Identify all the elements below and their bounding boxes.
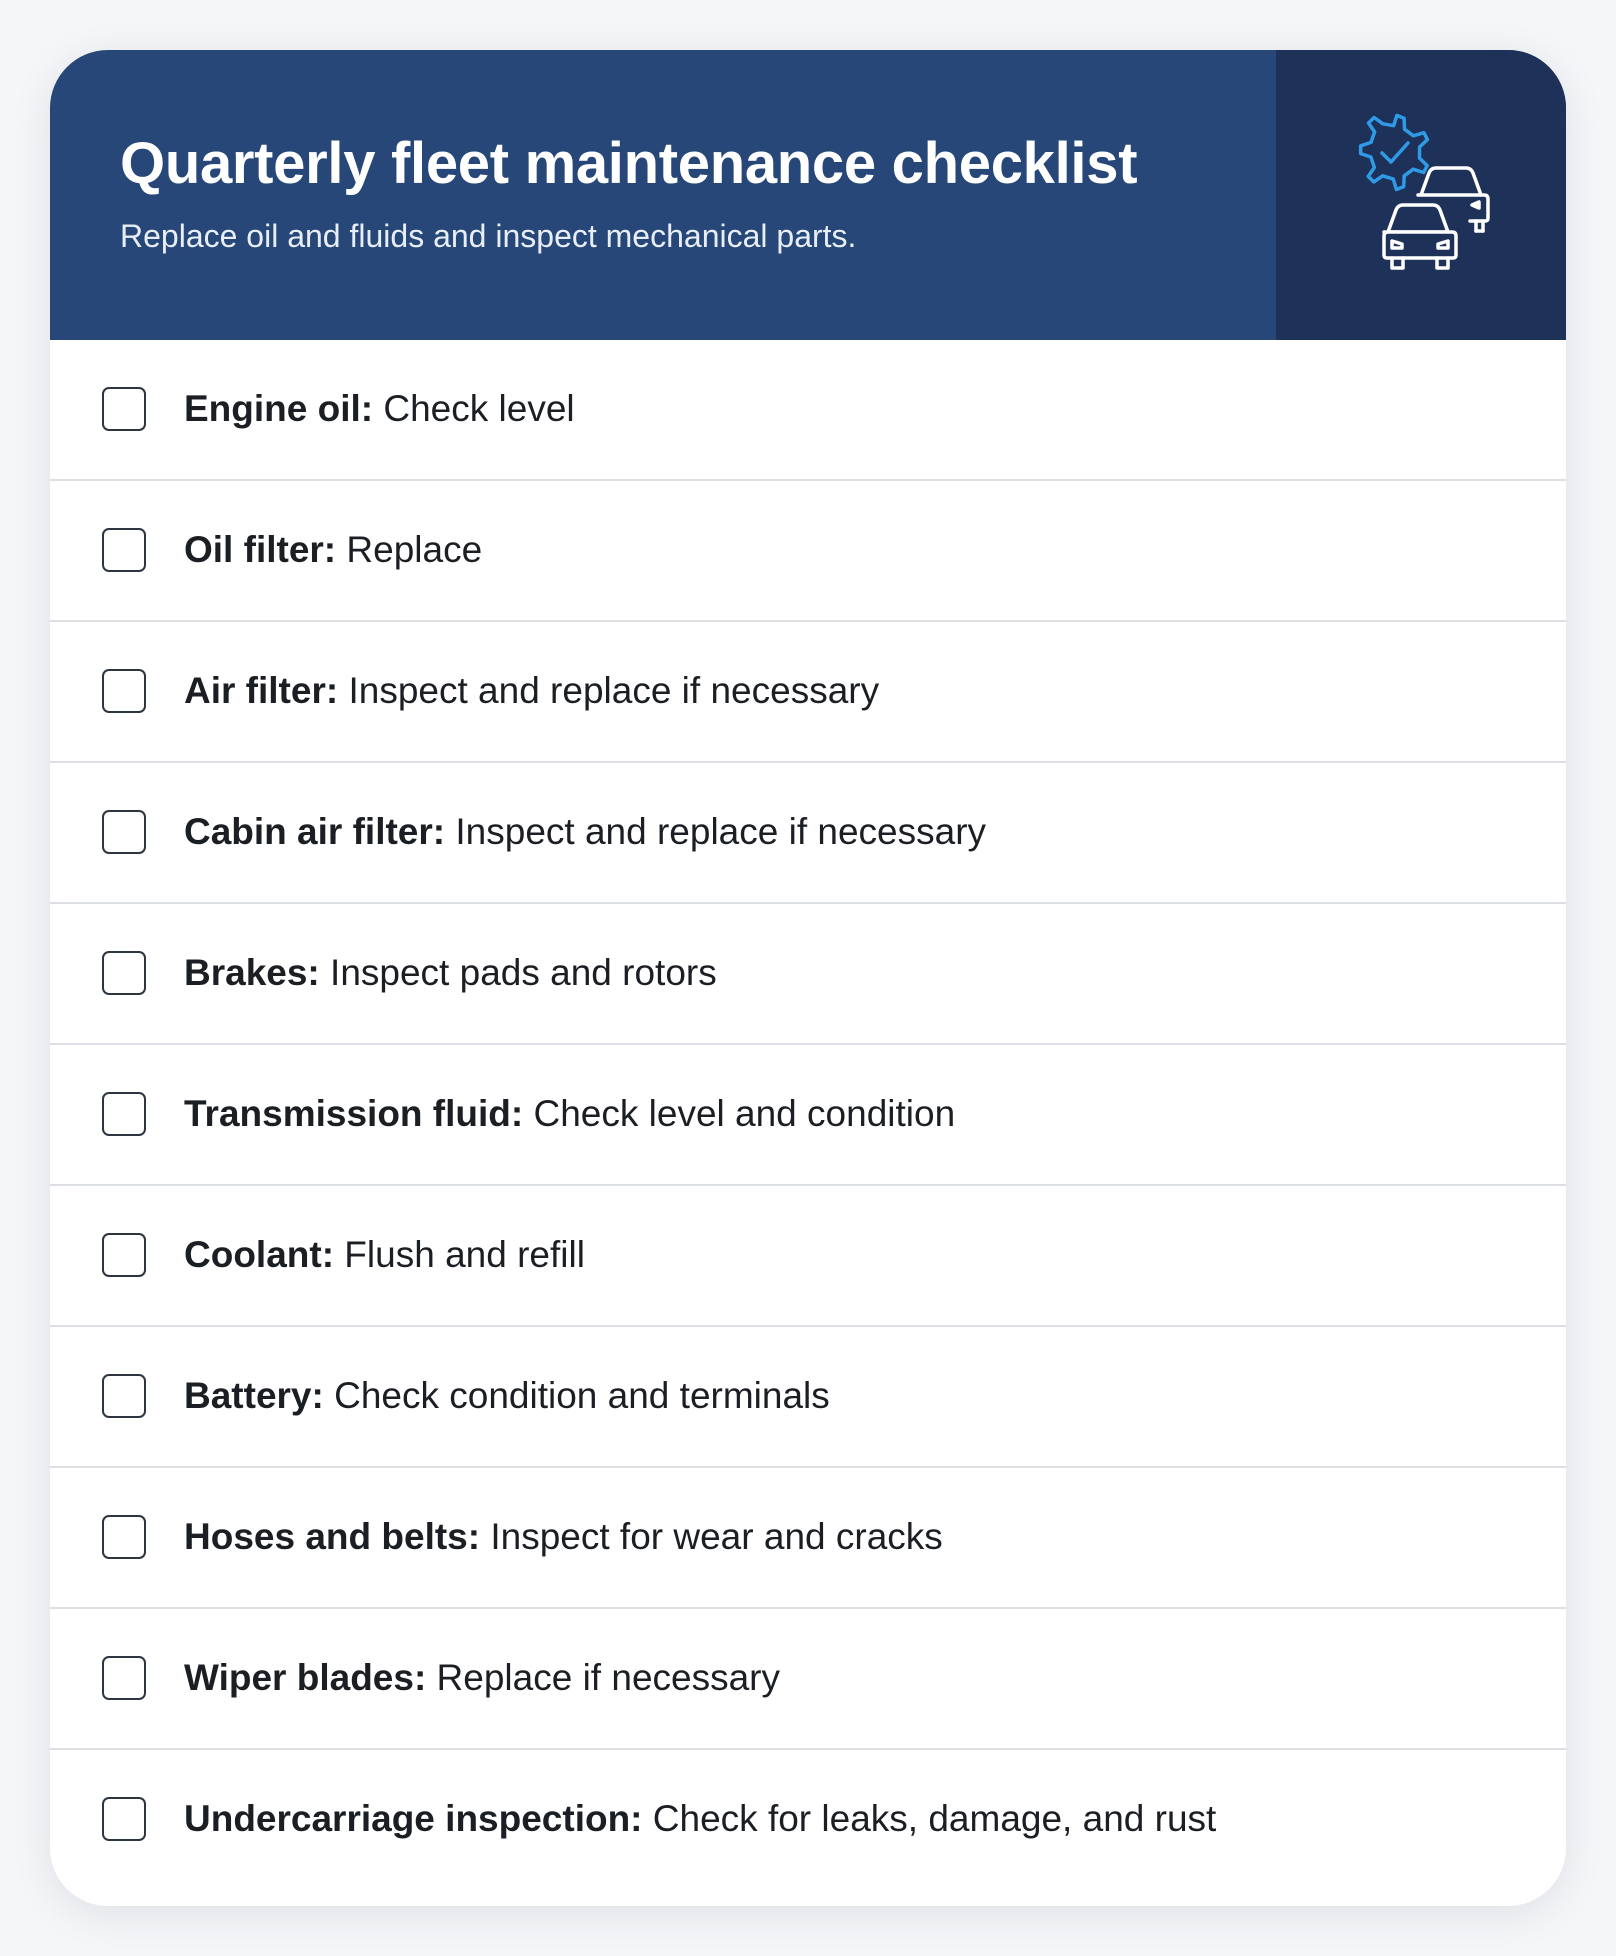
item-description: Inspect for wear and cracks — [480, 1516, 943, 1557]
checklist-item-text — [184, 1234, 585, 1276]
item-description: Inspect and replace if necessary — [445, 811, 987, 852]
checklist-header — [50, 50, 1566, 340]
checklist-item-text — [184, 1516, 943, 1558]
checklist-item-text — [184, 388, 575, 430]
checklist-item-text — [184, 670, 879, 712]
checkbox[interactable] — [102, 1797, 146, 1841]
page-title: Quarterly fleet maintenance checklist — [120, 131, 1138, 196]
checklist-item-text — [184, 1798, 1216, 1840]
checklist-item — [50, 340, 1566, 481]
header-icon-panel — [1276, 50, 1566, 340]
checkbox[interactable] — [102, 528, 146, 572]
checklist-item — [50, 1327, 1566, 1468]
checkbox[interactable] — [102, 1233, 146, 1277]
checklist-item — [50, 1609, 1566, 1750]
gear-check-cars-icon — [1336, 105, 1516, 285]
checklist-item-text — [184, 529, 482, 571]
checklist-item — [50, 1468, 1566, 1609]
item-label: Coolant: — [184, 1234, 335, 1275]
item-description: Check level and condition — [523, 1093, 956, 1134]
checkbox[interactable] — [102, 1515, 146, 1559]
checklist-item-text — [184, 1093, 955, 1135]
checklist-item — [50, 763, 1566, 904]
checklist-item-text — [184, 1657, 780, 1699]
checklist-item — [50, 1186, 1566, 1327]
checkbox[interactable] — [102, 810, 146, 854]
item-description: Inspect and replace if necessary — [338, 670, 880, 711]
checkbox[interactable] — [102, 387, 146, 431]
checkbox[interactable] — [102, 951, 146, 995]
item-label: Wiper blades: — [184, 1657, 427, 1698]
checkbox[interactable] — [102, 1092, 146, 1136]
item-label: Transmission fluid: — [184, 1093, 524, 1134]
checklist-item-text — [184, 1375, 830, 1417]
item-label: Air filter: — [184, 670, 339, 711]
checklist — [50, 340, 1566, 1894]
checklist-item — [50, 1750, 1566, 1894]
item-label: Hoses and belts: — [184, 1516, 481, 1557]
item-label: Undercarriage inspection: — [184, 1798, 643, 1839]
checkbox[interactable] — [102, 669, 146, 713]
item-description: Replace — [336, 529, 483, 570]
page-subtitle: Replace oil and fluids and inspect mechanical parts. — [120, 218, 857, 254]
checkbox[interactable] — [102, 1656, 146, 1700]
item-label: Cabin air filter: — [184, 811, 446, 852]
checklist-item — [50, 481, 1566, 622]
item-label: Brakes: — [184, 952, 320, 993]
checklist-card — [50, 50, 1566, 1906]
checklist-item-text — [184, 952, 717, 994]
item-label: Oil filter: — [184, 529, 337, 570]
item-description: Replace if necessary — [426, 1657, 781, 1698]
checklist-item-text — [184, 811, 986, 853]
item-description: Check condition and terminals — [323, 1375, 830, 1416]
item-description: Inspect pads and rotors — [319, 952, 717, 993]
checklist-item — [50, 904, 1566, 1045]
item-label: Engine oil: — [184, 388, 374, 429]
item-label: Battery: — [184, 1375, 324, 1416]
checklist-item — [50, 622, 1566, 763]
item-description: Check level — [373, 388, 575, 429]
checklist-item — [50, 1045, 1566, 1186]
checkbox[interactable] — [102, 1374, 146, 1418]
item-description: Check for leaks, damage, and rust — [642, 1798, 1217, 1839]
item-description: Flush and refill — [334, 1234, 585, 1275]
